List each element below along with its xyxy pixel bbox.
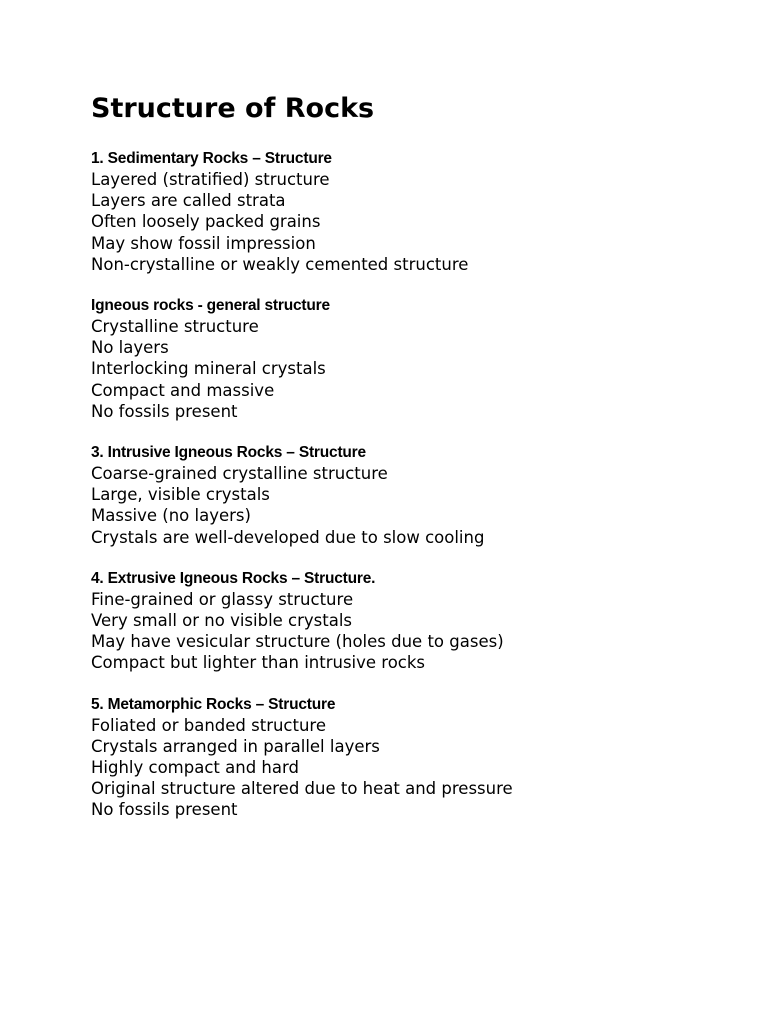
section-line: Often loosely packed grains xyxy=(91,212,321,232)
section-line: Layered (stratified) structure xyxy=(91,170,330,189)
section-line: No fossils present xyxy=(91,800,238,820)
section-line: Compact but lighter than intrusive rocks xyxy=(91,653,426,673)
section-sedimentary xyxy=(91,148,731,275)
section-heading: 3. Intrusive Igneous Rocks – Structure xyxy=(91,444,366,462)
section-line: Highly compact and hard xyxy=(91,758,299,778)
section-line: Large, visible crystals xyxy=(91,485,270,505)
document-page xyxy=(91,92,731,841)
section-line: Original structure altered due to heat and pressure xyxy=(91,779,513,799)
section-heading: 5. Metamorphic Rocks – Structure xyxy=(91,695,336,713)
section-line: Fine-grained or glassy structure xyxy=(91,589,354,609)
section-line: No fossils present xyxy=(91,401,238,421)
section-heading: 4. Extrusive Igneous Rocks – Structure. xyxy=(91,569,376,587)
section-line: Massive (no layers) xyxy=(91,506,251,526)
section-heading: 1. Sedimentary Rocks – Structure xyxy=(91,150,332,167)
section-line: Compact and massive xyxy=(91,380,275,400)
section-line: Coarse-grained crystalline structure xyxy=(91,464,388,484)
section-line: May show fossil impression xyxy=(91,233,316,253)
section-line: Layers are called strata xyxy=(91,191,286,211)
section-line: Very small or no visible crystals xyxy=(91,611,353,631)
section-igneous-general xyxy=(91,295,731,422)
section-extrusive-igneous xyxy=(91,568,731,674)
section-line: Interlocking mineral crystals xyxy=(91,359,326,379)
section-line: Foliated or banded structure xyxy=(91,715,327,735)
section-line: Crystals arranged in parallel layers xyxy=(91,736,380,756)
section-line: Crystals are well-developed due to slow cooling xyxy=(91,527,485,547)
section-heading: Igneous rocks - general structure xyxy=(91,297,330,315)
section-intrusive-igneous xyxy=(91,442,731,548)
section-line: May have vesicular structure (holes due to gases) xyxy=(91,632,504,652)
section-line: Non-crystalline or weakly cemented structure xyxy=(91,254,469,274)
document-title: Structure of Rocks xyxy=(91,93,375,124)
section-line: Crystalline structure xyxy=(91,317,259,337)
section-metamorphic xyxy=(91,694,731,821)
section-line: No layers xyxy=(91,338,169,358)
